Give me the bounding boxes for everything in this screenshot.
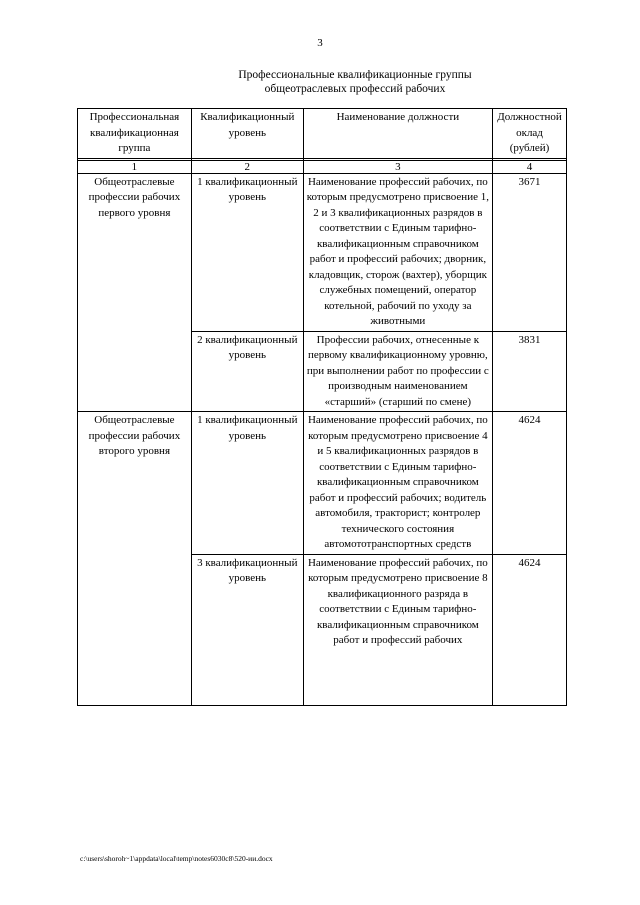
qualification-table (77, 108, 567, 706)
salary-cell: 3671 (493, 173, 567, 331)
level-cell: 2 квалификационный уровень (191, 331, 303, 412)
salary-cell: 4624 (493, 554, 567, 705)
column-number: 2 (191, 160, 303, 173)
group-name: Общеотраслевые профессии рабочих первого уровня (78, 173, 192, 412)
page-number: 3 (317, 37, 323, 49)
column-number-row (78, 160, 567, 173)
position-cell: Профессии рабочих, отнесенные к первому квалификационному уровню, при выполнении работ по профессии с производным наименованием «старший» (старший по смене) (303, 331, 492, 412)
document-title (150, 68, 560, 96)
column-number: 1 (78, 160, 192, 173)
header-position: Наименование должности (303, 109, 492, 159)
salary-cell: 4624 (493, 412, 567, 555)
group-name: Общеотраслевые профессии рабочих второго уровня (78, 412, 192, 706)
title-line-2: общеотраслевых профессий рабочих (264, 83, 446, 95)
position-cell: Наименование профессий рабочих, по которым предусмотрено присвоение 8 квалификационного разряда в соответствии с Единым тарифно-квалификационным справочником работ и профессий рабочих (303, 554, 492, 705)
position-cell: Наименование профессий рабочих, по которым предусмотрено присвоение 1, 2 и 3 квалификационных разрядов в соответствии с Единым тарифно-квалификационным справочником работ и профессий рабочих; дворник, кладовщик, сторож (вахтер), уборщик служебных помещений, оператор котельной, рабочий по уходу за животными (303, 173, 492, 331)
file-path-footer: c:\users\shoroh~1\appdata\local\temp\notes6030c8\520-ии.docx (80, 854, 273, 863)
column-number: 4 (493, 160, 567, 173)
level-cell: 1 квалификационный уровень (191, 173, 303, 331)
header-group: Профессиональная квалификационная группа (78, 109, 192, 159)
position-cell: Наименование профессий рабочих, по которым предусмотрено присвоение 4 и 5 квалификационных разрядов в соответствии с Единым тарифно-квалификационным справочником работ и профессий рабочих; водитель автомобиля, тракторист; контролер технического состояния автомототранспортных средств (303, 412, 492, 555)
column-number: 3 (303, 160, 492, 173)
header-row (78, 109, 567, 159)
header-salary: Должностной оклад (рублей) (493, 109, 567, 159)
salary-cell: 3831 (493, 331, 567, 412)
table-row (78, 412, 567, 555)
table-row (78, 173, 567, 331)
level-cell: 1 квалификационный уровень (191, 412, 303, 555)
title-line-1: Профессиональные квалификационные группы (238, 69, 472, 81)
level-cell: 3 квалификационный уровень (191, 554, 303, 705)
header-level: Квалификационный уровень (191, 109, 303, 159)
